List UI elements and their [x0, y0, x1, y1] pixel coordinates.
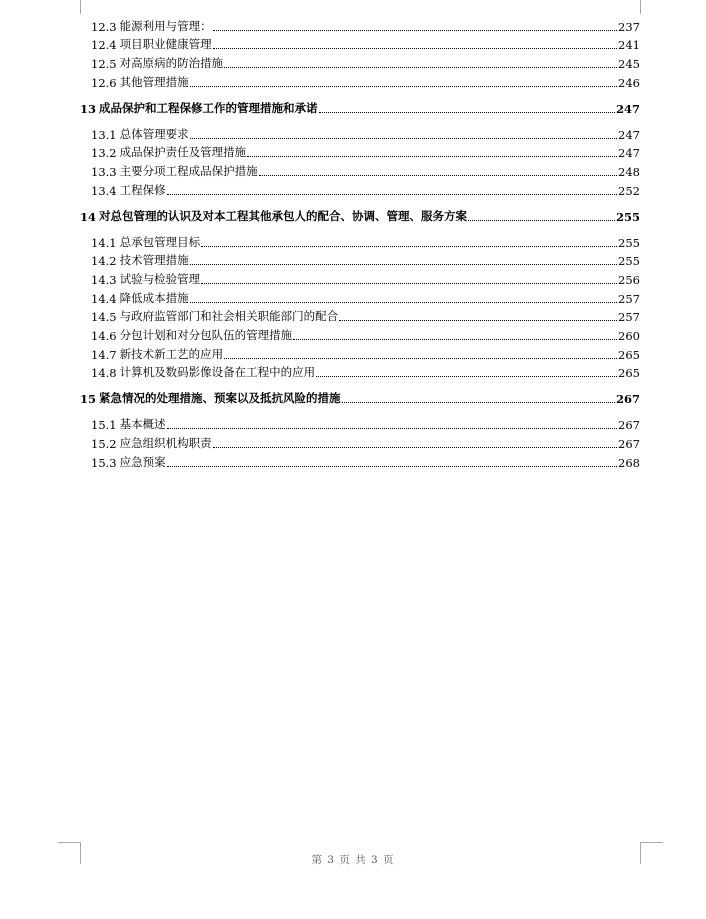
toc-dot-leader [316, 375, 617, 377]
toc-dot-leader [201, 282, 617, 284]
toc-entry-title: 分包计划和对分包队伍的管理措施 [119, 328, 293, 342]
toc-entry-title: 成品保护责任及管理措施 [119, 145, 247, 159]
toc-dot-leader [468, 219, 615, 221]
crop-mark-bottom-left-h [58, 842, 80, 843]
toc-dot-leader [247, 155, 617, 157]
toc-entry[interactable] [80, 34, 640, 52]
toc-entry-title: 对高原病的防治措施 [119, 56, 224, 70]
toc-entry-page: 257 [618, 292, 640, 306]
toc-entry-number: 14.8 [91, 366, 117, 380]
toc-entry-page: 237 [618, 20, 640, 34]
toc-entry-title: 应急预案 [119, 455, 166, 469]
toc-entry-page: 256 [618, 273, 640, 287]
crop-mark-top-left [80, 0, 81, 14]
toc-entry-page: 252 [618, 184, 640, 198]
toc-entry-page: 267 [618, 418, 640, 432]
toc-entry-page: 246 [618, 76, 640, 90]
toc-entry-page: 265 [618, 366, 640, 380]
toc-dot-leader [190, 85, 617, 87]
toc-dot-leader [339, 319, 617, 321]
toc-entry-title: 能源利用与管理： [119, 19, 212, 33]
toc-entry[interactable] [80, 180, 640, 198]
toc-chapter-page: 255 [615, 210, 640, 224]
toc-entry-title: 项目职业健康管理 [119, 37, 212, 51]
toc-chapter-entry[interactable] [80, 206, 640, 224]
toc-entry-page: 260 [618, 329, 640, 343]
toc-entry-title: 总体管理要求 [119, 127, 189, 141]
toc-dot-leader [190, 137, 617, 139]
toc-dot-leader [319, 111, 615, 113]
toc-entry-number: 12.3 [91, 20, 117, 34]
toc-dot-leader [167, 427, 617, 429]
toc-entry[interactable] [80, 269, 640, 287]
toc-entry-number: 15.2 [91, 437, 117, 451]
toc-entry[interactable] [80, 72, 640, 90]
toc-dot-leader [293, 338, 617, 340]
toc-entry-number: 13.1 [91, 128, 117, 142]
toc-dot-leader [259, 174, 617, 176]
toc-entry-page: 245 [618, 57, 640, 71]
toc-chapter-page: 267 [615, 392, 640, 406]
toc-entry[interactable] [80, 16, 640, 34]
toc-chapter-number: 14 [80, 210, 97, 224]
toc-entry-number: 15.1 [91, 418, 117, 432]
toc-dot-leader [190, 263, 617, 265]
toc-entry-page: 267 [618, 437, 640, 451]
toc-entry-number: 13.2 [91, 146, 117, 160]
toc-chapter-number: 15 [80, 392, 97, 406]
toc-entry[interactable] [80, 142, 640, 160]
toc-entry[interactable] [80, 250, 640, 268]
toc-entry-title: 其他管理措施 [119, 75, 189, 89]
toc-chapter-number: 13 [80, 102, 97, 116]
toc-entry-title: 试验与检验管理 [119, 272, 201, 286]
toc-entry-number: 12.5 [91, 57, 117, 71]
page-footer: 第 3 页 共 3 页 [311, 854, 395, 866]
toc-entry-page: 247 [618, 146, 640, 160]
toc-chapter-title: 成品保护和工程保修工作的管理措施和承诺 [99, 101, 318, 115]
toc-dot-leader [213, 446, 617, 448]
toc-dot-leader [190, 301, 617, 303]
toc-chapter-entry[interactable] [80, 388, 640, 406]
toc-entry-title: 主要分项工程成品保护措施 [119, 164, 258, 178]
toc-entry[interactable] [80, 306, 640, 324]
toc-entry-number: 13.4 [91, 184, 117, 198]
toc-entry-title: 工程保修 [119, 183, 166, 197]
crop-mark-bottom-right-h [641, 842, 663, 843]
toc-entry-number: 12.4 [91, 38, 117, 52]
toc-dot-leader [224, 66, 617, 68]
toc-entry-number: 13.3 [91, 165, 117, 179]
toc-dot-leader [342, 401, 615, 403]
toc-entry-title: 基本概述 [119, 417, 166, 431]
toc-entry-page: 248 [618, 165, 640, 179]
toc-entry[interactable] [80, 232, 640, 250]
toc-entry-title: 应急组织机构职责 [119, 436, 212, 450]
toc-dot-leader [201, 245, 617, 247]
toc-entry-title: 计算机及数码影像设备在工程中的应用 [119, 365, 316, 379]
toc-entry[interactable] [80, 53, 640, 71]
toc-entry-page: 241 [618, 38, 640, 52]
toc-entry-title: 总承包管理目标 [119, 235, 201, 249]
toc-entry-number: 14.2 [91, 254, 117, 268]
toc-entry-number: 12.6 [91, 76, 117, 90]
toc-entry-page: 255 [618, 254, 640, 268]
toc-entry[interactable] [80, 124, 640, 142]
toc-entry-page: 265 [618, 348, 640, 362]
toc-entry[interactable] [80, 288, 640, 306]
toc-entry-number: 15.3 [91, 456, 117, 470]
toc-dot-leader [167, 193, 617, 195]
toc-dot-leader [224, 357, 617, 359]
toc-entry-number: 14.4 [91, 292, 117, 306]
toc-chapter-page: 247 [615, 102, 640, 116]
toc-entry-page: 257 [618, 310, 640, 324]
toc-dot-leader [213, 29, 617, 31]
toc-entry-title: 与政府监管部门和社会相关职能部门的配合 [119, 309, 339, 323]
toc-entry[interactable] [80, 452, 640, 470]
toc-entry-title: 技术管理措施 [119, 253, 189, 267]
toc-entry[interactable] [80, 161, 640, 179]
toc-chapter-title: 紧急情况的处理措施、预案以及抵抗风险的措施 [99, 391, 341, 405]
toc-entry[interactable] [80, 433, 640, 451]
toc-dot-leader [213, 47, 617, 49]
toc-entry-title: 新技术新工艺的应用 [119, 347, 224, 361]
toc-entry-number: 14.1 [91, 236, 117, 250]
toc-entry[interactable] [80, 414, 640, 432]
toc-entry-number: 14.3 [91, 273, 117, 287]
toc-entry-page: 268 [618, 456, 640, 470]
crop-mark-top-right [640, 0, 641, 14]
toc-entry-number: 14.6 [91, 329, 117, 343]
toc-entry[interactable] [80, 325, 640, 343]
toc-dot-leader [167, 465, 617, 467]
toc-entry-page: 255 [618, 236, 640, 250]
toc-entry-page: 247 [618, 128, 640, 142]
toc-entry[interactable] [80, 362, 640, 380]
toc-chapter-title: 对总包管理的认识及对本工程其他承包人的配合、协调、管理、服务方案 [99, 209, 468, 223]
toc-entry-title: 降低成本措施 [119, 291, 189, 305]
toc-entry-number: 14.7 [91, 348, 117, 362]
toc-chapter-entry[interactable] [80, 98, 640, 116]
toc-entry[interactable] [80, 344, 640, 362]
toc-entry-number: 14.5 [91, 310, 117, 324]
